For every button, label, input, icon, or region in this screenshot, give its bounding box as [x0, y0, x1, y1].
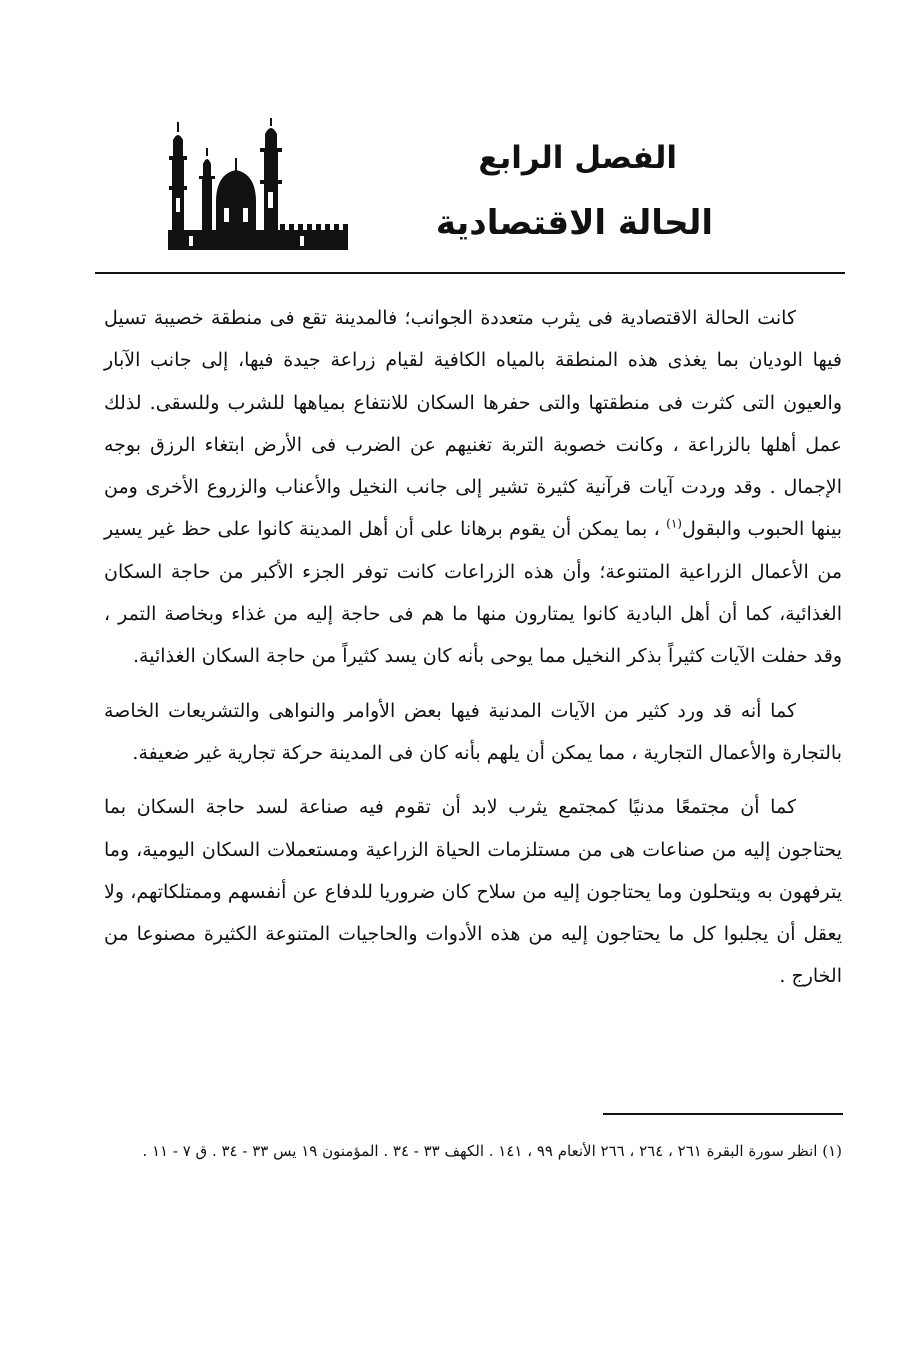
main-text — [104, 297, 842, 1010]
paragraph-text: كانت الحالة الاقتصادية فى يثرب متعددة الجوانب؛ فالمدينة تقع فى منطقة خصيبة تسيل فيها الوديان بما يغذى هذه المنطقة بالمياه الكافية لقيام زراعة جيدة فيها، إلى جانب الآبار والعيون التى كثرت فى منطقتها والتى حفرها السكان للانتفاع بمياهها للشرب وللسقى. لذلك عمل أهلها بالزراعة ، وكانت خصوبة التربة تغنيهم عن الضرب فى الأرض ابتغاء الرزق بوجه الإجمال . وقد وردت آيات قرآنية كثيرة تشير إلى جانب النخيل والأعناب والزروع الأخرى ومن بينها الحبوب والبقول — [104, 307, 843, 541]
mosque-silhouette-icon — [160, 118, 355, 256]
footnote: (١) انظر سورة البقرة ٢٦١ ، ٢٦٤ ، ٢٦٦ الأنعام ٩٩ ، ١٤١ . الكهف ٣٣ - ٣٤ . المؤمنون ١٩ يس ٣٣ - ٣٤ . ق ٧ - ١١ . — [142, 1142, 842, 1160]
header-divider — [95, 272, 845, 274]
section-title: الحالة الاقتصادية — [435, 203, 713, 243]
paragraph — [104, 297, 842, 678]
footnote-reference: (١) — [666, 517, 682, 532]
footnote-divider — [603, 1113, 843, 1115]
paragraph: كما أنه قد ورد كثير من الآيات المدنية فيها بعض الأوامر والنواهى والتشريعات الخاصة بالتجارة والأعمال التجارية ، مما يمكن أن يلهم بأنه كان فى المدينة حركة تجارية غير ضعيفة. — [104, 699, 842, 764]
paragraph-text: ، بما يمكن أن يقوم برهانا على أن أهل المدينة كانوا على حظ غير يسير من الأعمال الزراعية المتنوعة؛ وأن هذه الزراعات كانت توفر الجزء الأكبر من حاجة السكان الغذائية، كما أن أهل البادية كانوا يمتارون منها ما هم فى حاجة إليه من غذاء وبخاصة التمر ، وقد حفلت الآيات كثيراً بذكر النخيل مما يوحى بأنه كان يسد كثيراً من حاجة السكان الغذائية. — [104, 518, 842, 668]
chapter-title: الفصل الرابع — [478, 140, 677, 176]
paragraph: كما أن مجتمعًا مدنيًا كمجتمع يثرب لابد أن تقوم فيه صناعة لسد حاجة السكان بما يحتاجون إليه من صناعات هى من مستلزمات الحياة الزراعية ومستعملات السكان اليومية، وما يترفهون به ويتحلون وما يحتاجون إليه من سلاح كان ضروريا للدفاع عن أنفسهم وممتلكاتهم، ولا يعقل أن يجلبوا كل ما يحتاجون إليه من هذه الأدوات والحاجيات المتنوعة الكثيرة مصنوعا من الخارج . — [104, 796, 842, 988]
